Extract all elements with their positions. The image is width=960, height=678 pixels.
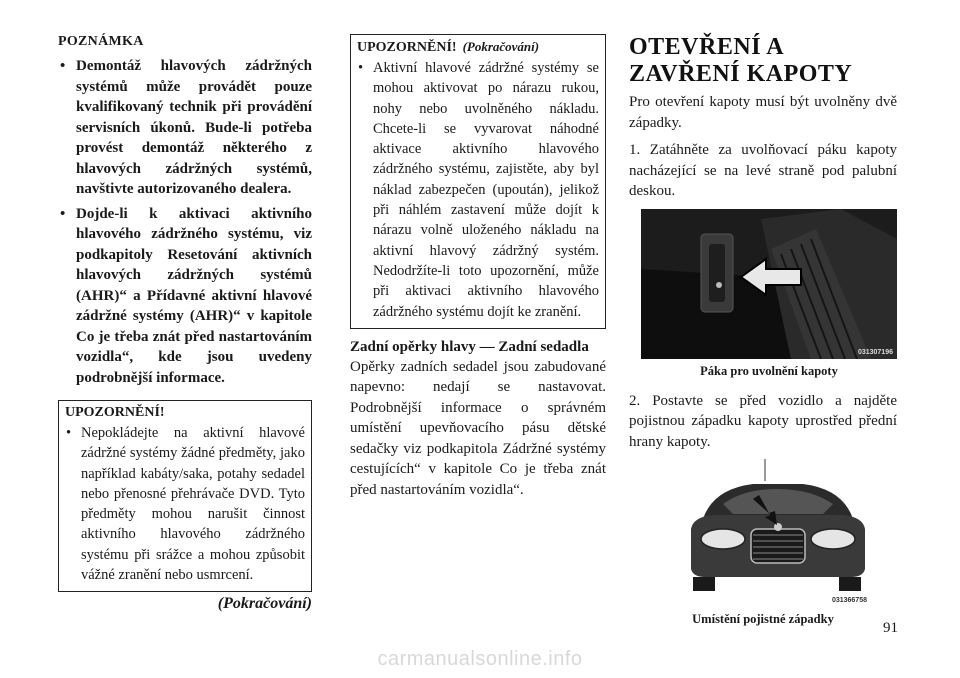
rear-headrests-heading: Zadní opěrky hlavy — Zadní sedadla: [350, 338, 589, 355]
figure-caption: Páka pro uvolnění kapoty: [700, 363, 838, 378]
hood-release-figure: [629, 209, 897, 379]
note-item: • Dojde-li k aktivaci aktivního hlavového zádržného systému, viz podkapitoly Resetování aktivních hlavových zádržných systémů (AHR)“ a Přídavné aktivní hlavové zádržné systémy (AHR)“ v kapitole Co je třeba znát před nastartováním vozidla“, kde jsou uvedeny podrobnější informace.: [58, 204, 312, 389]
safety-latch-figure: [629, 459, 897, 627]
car-front-illustration: [683, 459, 871, 607]
hood-intro: Pro otevření kapoty musí být uvolněny dvě západky.: [629, 94, 897, 131]
continued-label: (Pokračování): [217, 595, 312, 613]
figure-caption: Umístění pojistné západky: [692, 612, 834, 626]
warning-title-text: UPOZORNĚNÍ!: [357, 40, 457, 55]
hood-step-2: 2. Postavte se před vozidlo a najděte pojistnou západku kapoty uprostřed přední hrany kapoty.: [629, 392, 897, 450]
warning-list: [65, 423, 305, 585]
warning-title: UPOZORNĚNÍ!: [65, 405, 165, 420]
lever-icon: [716, 282, 722, 288]
car-front-photo: [683, 459, 871, 607]
hood-step-1: 1. Zatáhněte za uvolňovací páku kapoty nacházející se na levé straně pod palubní deskou.: [629, 142, 897, 199]
note-list: [58, 56, 312, 388]
rear-headrests-text: Opěrky zadních sedadel jsou zabudované napevno: nedají se nastavovat. Podrobnější informace o správném umístění upevňovacího pásu dětské sedačky viz podkapitola Zádržné systémy cestujících“ v kapitole Co je třeba znát před nastartováním vozidla“.: [350, 358, 606, 498]
warning-item: • Nepokládejte na aktivní hlavové zádržné systémy žádné předměty, jako například kabáty/saka, potahy sedadel nebo přenosné přehrávače DVD. Tyto předměty mohou narušit činnost aktivního hlavového zádržného systému při srážce a mohou způsobit vážné zranění nebo usmrcení.: [65, 423, 305, 585]
note-item: • Demontáž hlavových zádržných systémů může provádět pouze kvalifikovaný technik při provádění servisních úkonů. Bude-li potřeba provést demontáž některého z hlavových zádržných systémů, navštivte autorizovaného dealera.: [58, 56, 312, 200]
right-column: [629, 34, 897, 627]
hood-release-photo: [641, 209, 897, 359]
warning-box-continued: [350, 34, 606, 329]
hood-release-illustration: [641, 209, 897, 359]
section-title: OTEVŘENÍ A ZAVŘENÍ KAPOTY: [629, 34, 853, 87]
page-number: 91: [883, 620, 898, 636]
figure-code: 031307196: [857, 348, 893, 356]
note-title: POZNÁMKA: [58, 34, 144, 49]
watermark: carmanualsonline.info: [377, 648, 583, 670]
warning-title: [357, 39, 599, 56]
warning-list: [357, 58, 599, 322]
warning-title-continued: (Pokračování): [462, 39, 540, 54]
middle-column: [350, 34, 606, 500]
figure-code: 031366758: [831, 597, 867, 604]
warning-item: • Aktivní hlavové zádržné systémy se mohou aktivovat po nárazu rukou, nohy nebo uvolněného nákladu. Chcete-li se vyvarovat náhodné aktivace aktivního hlavového zádržného systému, zajistěte, aby byl náklad zabezpečen (upoután), jelikož při náhlém zastavení může dojít k nárazu volně uloženého nákladu na aktivní hlavový zádržný systém. Nedodržíte-li toto upozornění, může při aktivaci aktivního hlavového zádržného systému dojít ke zranění.: [357, 58, 599, 322]
left-column: [58, 34, 312, 613]
warning-box: [58, 400, 312, 592]
